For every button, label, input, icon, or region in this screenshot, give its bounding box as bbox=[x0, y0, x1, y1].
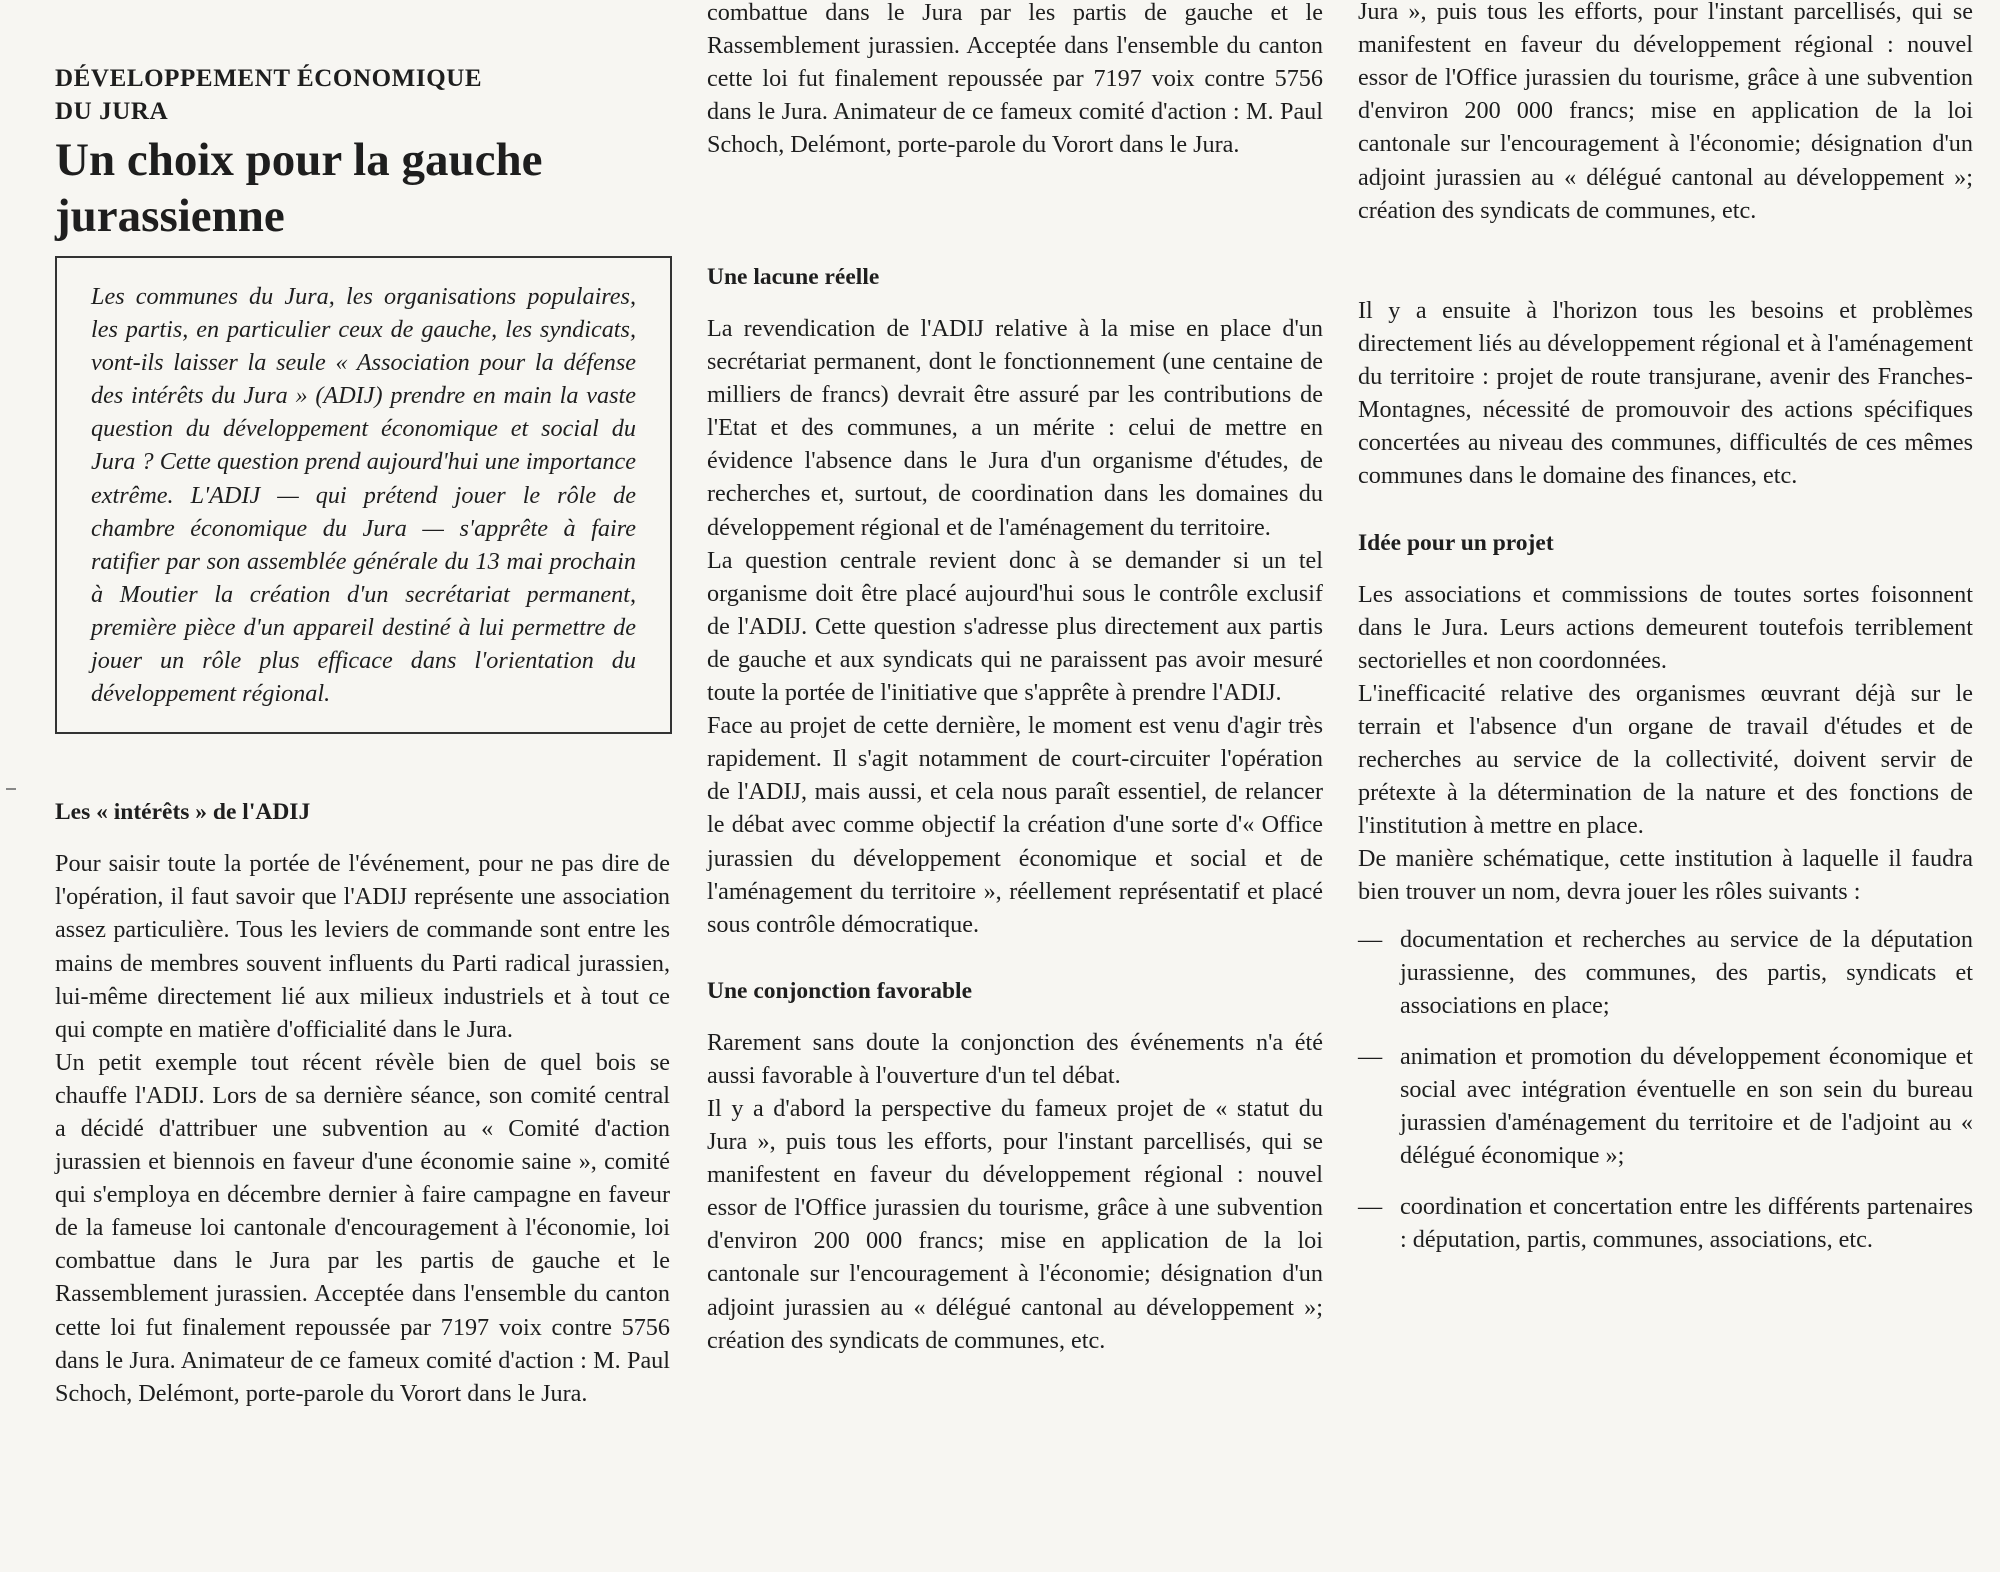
column-2 bbox=[707, 0, 1323, 1354]
continued-text-wrap bbox=[1358, 0, 1973, 294]
lead-box bbox=[55, 256, 672, 734]
margin-mark bbox=[6, 788, 16, 790]
paragraph: Rarement sans doute la conjonction des événements n'a été aussi favorable à l'ouverture d'un tel débat. bbox=[707, 1028, 1323, 1089]
section-heading-interets: Les « intérêts » de l'ADIJ bbox=[55, 799, 311, 826]
paragraph: Il y a d'abord la perspective du fameux projet de « statut du Jura », puis tous les efforts, pour l'instant parcellisés, qui se manifestent en faveur du développement régional : nouvel essor de l'Office jurassien du tourisme, grâce à une subvention d'environ 200 000 francs; mise en application de la loi cantonale sur l'encouragement à l'économie; désignation d'un adjoint jurassien au « délégué cantonal au développement »; création des syndicats de communes, etc. bbox=[707, 1094, 1323, 1354]
article-title bbox=[55, 132, 670, 244]
section-heading-idee: Idée pour un projet bbox=[1358, 529, 1554, 556]
list-item-text: documentation et recherches au service de la députation jurassienne, des communes, des partis, syndicats et associations en place; bbox=[1400, 925, 1973, 1019]
continued-text-wrap bbox=[707, 0, 1323, 227]
section-heading-lacune: Une lacune réelle bbox=[707, 264, 880, 290]
list-item-text: coordination et concertation entre les différents partenaires : députation, partis, communes, associations, etc. bbox=[1400, 1193, 1973, 1254]
paragraph: La revendication de l'ADIJ relative à la mise en place d'un secrétariat permanent, dont le fonctionnement (une centaine de milliers de francs) devrait être assuré par les contributions de l'Etat et des communes, a un mérite : celui de mettre en évidence l'absence dans le Jura d'un organisme d'études, de recherches et, surtout, de coordination dans les domaines du développement régional et de l'aménagement du territoire. bbox=[707, 315, 1323, 541]
title-line-2: jurassienne bbox=[55, 190, 285, 242]
list-item-text: animation et promotion du développement économique et social avec intégration éventuelle en son sein du bureau jurassien d'aménagement du territoire et de l'adjoint au « délégué économique »; bbox=[1400, 1042, 1973, 1170]
paragraph: Un petit exemple tout récent révèle bien de quel bois se chauffe l'ADIJ. Lors de sa dernière séance, son comité central a décidé d'attribuer une subvention au « Comité d'action jurassien et biennois en faveur d'une économie saine », comité qui s'employa en décembre dernier à faire campagne en faveur de la fameuse loi cantonale d'encouragement à l'économie, loi combattue dans le Jura par les partis de gauche et le Rassemblement jurassien. Acceptée dans l'ensemble du canton cette loi fut finalement repoussée par 7197 voix contre 5756 dans le Jura. Animateur de ce fameux comité d'action : M. Paul Schoch, Delémont, porte-parole du Vorort dans le Jura. bbox=[55, 1048, 670, 1407]
list-item bbox=[1358, 923, 1973, 1022]
list-item bbox=[1358, 1190, 1973, 1256]
lead-text: Les communes du Jura, les organisations populaires, les partis, en particulier ceux de gauche, les syndicats, vont-ils laisser la seule « Association pour la défense des intérêts du Jura » (ADIJ) prendre en main la vaste question du développement économique et social du Jura ? Cette question prend aujourd'hui une importance extrême. L'ADIJ — qui prétend jouer le rôle de chambre économique du Jura — s'apprête à faire ratifier par son assemblée générale du 13 mai prochain à Moutier la création d'un secrétariat permanent, première pièce d'un appareil destiné à lui permettre de jouer un rôle plus efficace dans l'orientation du développement régional. bbox=[91, 283, 636, 708]
kicker-line-1: DÉVELOPPEMENT ÉCONOMIQUE bbox=[55, 65, 483, 92]
kicker-line-2: DU JURA bbox=[55, 98, 169, 125]
section-heading-conjonction: Une conjonction favorable bbox=[707, 977, 973, 1004]
paragraph: L'inefficacité relative des organismes œuvrant déjà sur le terrain et l'absence d'un organe de travail d'études et de recherches au service de la collectivité, doivent servir de prétexte à la détermination de la nature et des fonctions de l'institution à mettre en place. bbox=[1358, 679, 1973, 840]
roles-list bbox=[1358, 923, 1973, 1257]
dash-mark: — bbox=[1358, 1193, 1383, 1221]
title-line-1: Un choix pour la gauche bbox=[55, 134, 543, 186]
paragraph-continued: combattue dans le Jura par les partis de gauche et le Rassemblement jurassien. Acceptée dans l'ensemble du canton cette loi fut finalement repoussée par 7197 voix contre 5756 dans le Jura. Animateur de ce fameux comité d'action : M. Paul Schoch, Delémont, porte-parole du Vorort dans le Jura. bbox=[707, 0, 1323, 158]
paragraph: Face au projet de cette dernière, le moment est venu d'agir très rapidement. Il s'agit notamment de court-circuiter l'opération de l'ADIJ, mais aussi, et cela nous paraît essentiel, de relancer le débat avec comme objectif la création d'une sorte d'« Office jurassien du développement économique et social et de l'aménagement du territoire », réellement représentatif et placé sous contrôle démocratique. bbox=[707, 712, 1323, 938]
paragraph: La question centrale revient donc à se demander si un tel organisme doit être placé aujourd'hui sous le contrôle exclusif de l'ADIJ. Cette question s'adresse plus directement aux partis de gauche et aux syndicats qui ne paraissent pas avoir mesuré toute la portée de l'initiative que s'apprête à prendre l'ADIJ. bbox=[707, 546, 1323, 707]
dash-mark: — bbox=[1358, 1042, 1383, 1070]
paragraph: Pour saisir toute la portée de l'événement, pour ne pas dire de l'opération, il faut savoir que l'ADIJ représente une association assez particulière. Tous les leviers de commande sont entre les mains de membres souvent influents du Parti radical jurassien, lui-même directement lié aux milieux industriels et à tout ce qui compte en matière d'officialité dans le Jura. bbox=[55, 850, 670, 1043]
paragraph: Il y a ensuite à l'horizon tous les besoins et problèmes directement liés au développement régional et à l'aménagement du territoire : projet de route transjurane, avenir des Franches-Montagnes, nécessité de promouvoir des actions spécifiques concertées au niveau des communes, difficultés de ces mêmes communes dans le domaine des finances, etc. bbox=[1358, 297, 1973, 490]
paragraph-continued: Jura », puis tous les efforts, pour l'instant parcellisés, qui se manifestent en faveur du développement régional : nouvel essor de l'Office jurassien du tourisme, grâce à une subvention d'environ 200 000 francs; mise en application de la loi cantonale sur l'encouragement à l'économie; désignation d'un adjoint jurassien au « délégué cantonal au développement »; création des syndicats de communes, etc. bbox=[1358, 0, 1973, 224]
dash-mark: — bbox=[1358, 925, 1383, 953]
paragraph: De manière schématique, cette institution à laquelle il faudra bien trouver un nom, devra jouer les rôles suivants : bbox=[1358, 845, 1973, 906]
column-3 bbox=[1358, 0, 1973, 1274]
list-item bbox=[1358, 1040, 1973, 1172]
paragraph: Les associations et commissions de toutes sortes foisonnent dans le Jura. Leurs actions demeurent toutefois terriblement sectorielles et non coordonnées. bbox=[1358, 580, 1973, 674]
paragraph-wrap bbox=[707, 1092, 1323, 1354]
column-1 bbox=[55, 62, 670, 1407]
